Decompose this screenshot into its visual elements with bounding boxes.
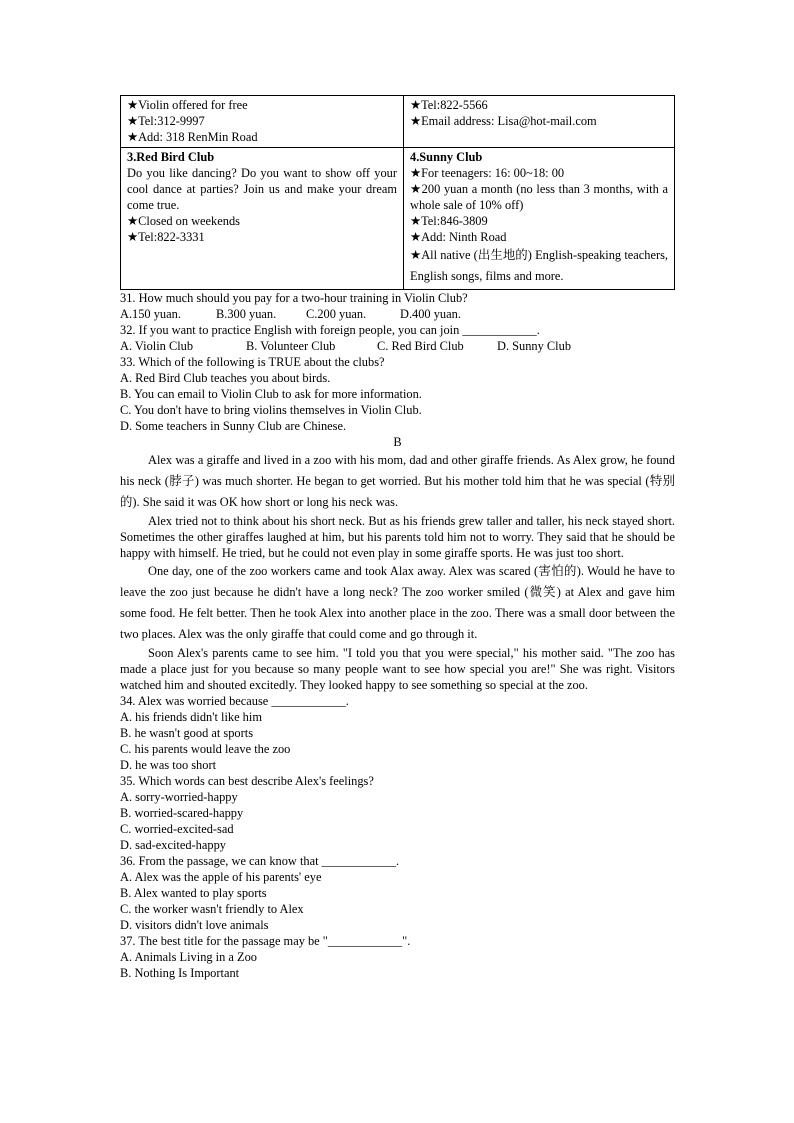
question-34-text: 34. Alex was worried because ____________. <box>120 694 349 708</box>
option-d[interactable]: D.400 yuan. <box>400 307 461 321</box>
question-37 <box>120 933 675 981</box>
sunny-tel-line: ★Tel:846-3809 <box>410 214 488 228</box>
worksheet-page <box>120 95 675 981</box>
option-d[interactable]: D. Sunny Club <box>497 339 572 353</box>
sunny-time-line: ★For teenagers: 16: 00~18: 00 <box>410 166 565 180</box>
sunny-teachers-line: ★All native (出生地的) English-speaking teachers, English songs, films and more. <box>410 248 668 283</box>
volunteer-tel-line: ★Tel:822-5566 <box>410 98 488 112</box>
option-d[interactable]: D. he was too short <box>120 758 217 772</box>
option-c[interactable]: C. You don't have to bring violins themselves in Violin Club. <box>120 403 422 417</box>
sunny-address-line: ★Add: Ninth Road <box>410 230 507 244</box>
violin-club-cell <box>121 96 404 148</box>
red-bird-closed-line: ★Closed on weekends <box>127 214 240 228</box>
violin-address-line: ★Add: 318 RenMin Road <box>127 130 258 144</box>
section-b-heading: B <box>393 435 402 449</box>
table-row <box>121 96 675 148</box>
passage-paragraph-4: Soon Alex's parents came to see him. "I told you that you were special," his mother said. "The zoo has made a place just for you because so many people want to see how special you are!" She was right. Visitors watched him and shouted excitedly. They looked happy to see something so special at the zoo. <box>120 646 675 692</box>
table-row <box>121 148 675 290</box>
option-b[interactable]: B. Volunteer Club <box>246 339 336 353</box>
question-36-text: 36. From the passage, we can know that ____________. <box>120 854 400 868</box>
question-33 <box>120 354 675 434</box>
option-b[interactable]: B. You can email to Violin Club to ask for more information. <box>120 387 422 401</box>
option-a[interactable]: A. Violin Club <box>120 339 194 353</box>
option-d[interactable]: D. visitors didn't love animals <box>120 918 269 932</box>
question-35-text: 35. Which words can best describe Alex's feelings? <box>120 774 374 788</box>
question-34 <box>120 693 675 773</box>
volunteer-email-line: ★Email address: Lisa@hot-mail.com <box>410 114 597 128</box>
option-a[interactable]: A.150 yuan. <box>120 307 181 321</box>
question-32 <box>120 322 675 354</box>
passage-paragraph-1: Alex was a giraffe and lived in a zoo with his mom, dad and other giraffe friends. As Alex grow, he found his neck (脖子) was much shorter. He began to get worried. But his mother told him that he was special (特别的). She said it was OK how short or long his neck was. <box>120 453 675 509</box>
option-a[interactable]: A. sorry-worried-happy <box>120 790 238 804</box>
question-32-text: 32. If you want to practice English with foreign people, you can join ____________. <box>120 323 540 337</box>
volunteer-club-cell <box>404 96 675 148</box>
option-d[interactable]: D. sad-excited-happy <box>120 838 226 852</box>
question-31 <box>120 290 675 322</box>
question-32-options <box>120 338 675 354</box>
passage-paragraph-2: Alex tried not to think about his short neck. But as his friends grew taller and taller, his neck stayed short. Sometimes the other giraffes laughed at him, but his parents told him not to worry. They said that he should be happy with himself. He tried, but he could not even play in some giraffe sports. He was just too short. <box>120 514 675 560</box>
option-c[interactable]: C. the worker wasn't friendly to Alex <box>120 902 304 916</box>
passage-paragraph-3: One day, one of the zoo workers came and took Alax away. Alex was scared (害怕的). Would he have to leave the zoo just because he didn't have a long neck? The zoo worker smiled (微笑) at Alex and gave him some food. He felt better. Then he took Alex into another place in the zoo. There was a small door between the two places. Alex was the only giraffe that could come and go through it. <box>120 564 675 641</box>
red-bird-club-description: Do you like dancing? Do you want to show off your cool dance at parties? Join us and make your dream come true. <box>127 166 397 212</box>
sunny-club-cell <box>404 148 675 290</box>
question-35 <box>120 773 675 853</box>
violin-free-line: ★Violin offered for free <box>127 98 248 112</box>
red-bird-club-cell <box>121 148 404 290</box>
question-31-text: 31. How much should you pay for a two-hour training in Violin Club? <box>120 291 468 305</box>
option-b[interactable]: B. worried-scared-happy <box>120 806 244 820</box>
question-37-text: 37. The best title for the passage may be "____________". <box>120 934 411 948</box>
option-b[interactable]: B. he wasn't good at sports <box>120 726 254 740</box>
sunny-club-title: 4.Sunny Club <box>410 150 483 164</box>
violin-tel-line: ★Tel:312-9997 <box>127 114 205 128</box>
red-bird-tel-line: ★Tel:822-3331 <box>127 230 205 244</box>
option-a[interactable]: A. Animals Living in a Zoo <box>120 950 257 964</box>
question-36 <box>120 853 675 933</box>
question-31-options <box>120 306 675 322</box>
option-a[interactable]: A. his friends didn't like him <box>120 710 262 724</box>
question-33-text: 33. Which of the following is TRUE about the clubs? <box>120 355 385 369</box>
option-b[interactable]: B. Alex wanted to play sports <box>120 886 267 900</box>
option-c[interactable]: C. Red Bird Club <box>377 339 464 353</box>
option-c[interactable]: C. worried-excited-sad <box>120 822 234 836</box>
option-c[interactable]: C.200 yuan. <box>306 307 367 321</box>
option-b[interactable]: B. Nothing Is Important <box>120 966 240 980</box>
option-d[interactable]: D. Some teachers in Sunny Club are Chinese. <box>120 419 347 433</box>
option-b[interactable]: B.300 yuan. <box>216 307 277 321</box>
clubs-table <box>120 95 675 290</box>
option-a[interactable]: A. Alex was the apple of his parents' eye <box>120 870 322 884</box>
option-c[interactable]: C. his parents would leave the zoo <box>120 742 291 756</box>
sunny-price-line: ★200 yuan a month (no less than 3 months, with a whole sale of 10% off) <box>410 182 668 212</box>
option-a[interactable]: A. Red Bird Club teaches you about birds. <box>120 371 331 385</box>
red-bird-club-title: 3.Red Bird Club <box>127 150 215 164</box>
